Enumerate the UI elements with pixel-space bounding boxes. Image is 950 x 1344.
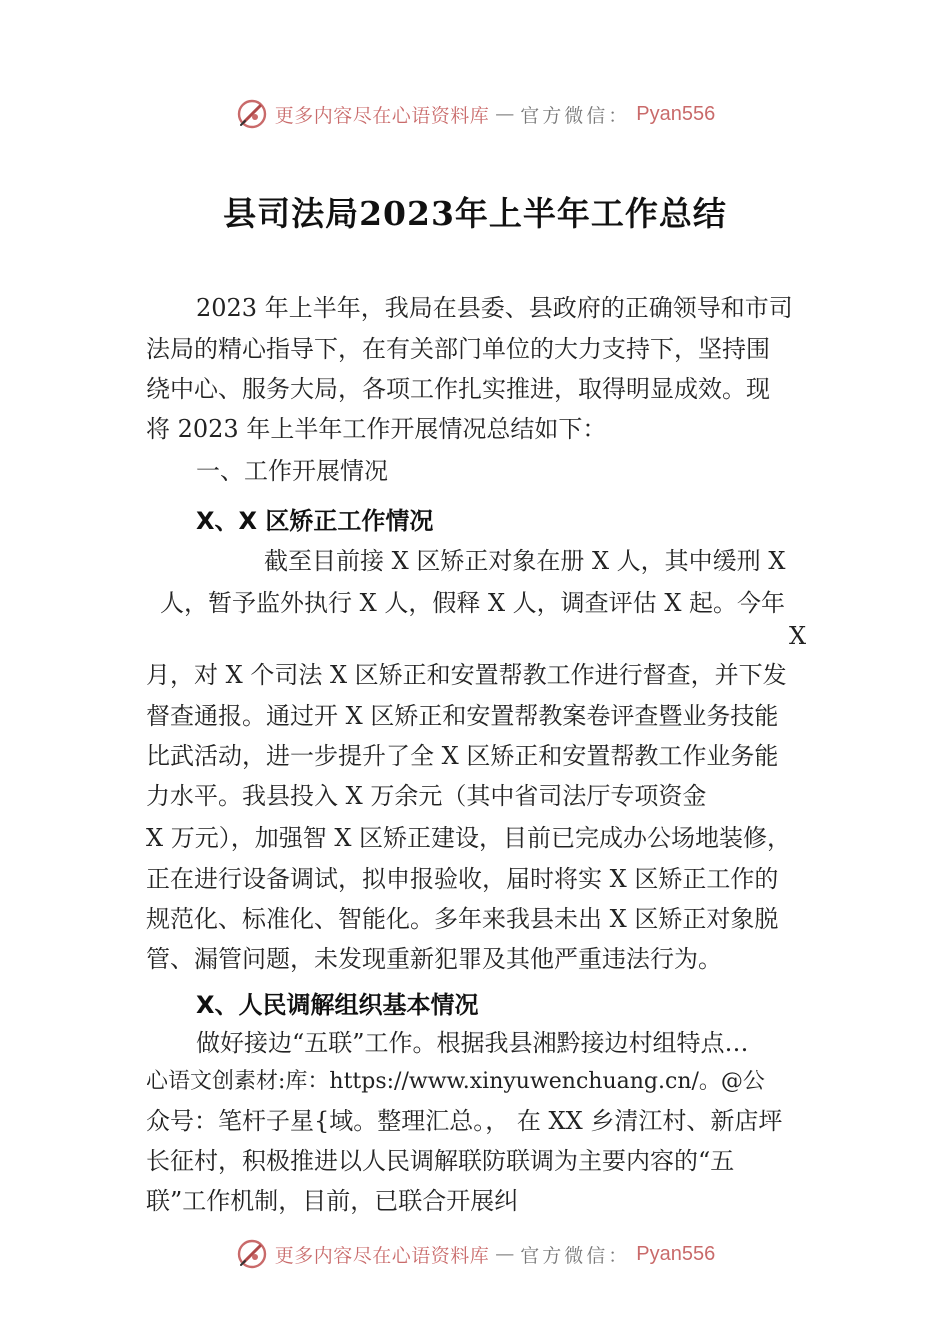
paragraph-line: 督查通报。通过开 X 区矫正和安置帮教案卷评查暨业务技能 — [146, 702, 779, 730]
banner-text: 更多内容尽在心语资料库 — [274, 104, 490, 127]
intro-line: 法局的精心指导下，在有关部门单位的大力支持下，坚持围 — [146, 335, 770, 363]
paragraph-line: 心语文创素材:库：https://www.xinyuwenchuang.cn/。@公 — [146, 1069, 765, 1094]
paragraph-line: 联”工作机制，目前，已联合开展纠 — [146, 1187, 519, 1215]
paragraph-line: 管、漏管问题，未发现重新犯罪及其他严重违法行为。 — [146, 945, 722, 973]
banner-wechat-id: Pyan556 — [636, 102, 716, 125]
intro-line: 2023 年上半年，我局在县委、县政府的正确领导和市司 — [196, 294, 793, 322]
paragraph-line: 比武活动，进一步提升了全 X 区矫正和安置帮教工作业务能 — [146, 742, 779, 770]
intro-line: 绕中心、服务大局，各项工作扎实推进，取得明显成效。现 — [146, 375, 770, 403]
banner-wechat-id: Pyan556 — [636, 1242, 716, 1265]
subsection-heading: X、人民调解组织基本情况 — [196, 991, 479, 1019]
paragraph-line: 力水平。我县投入 X 万余元（其中省司法厅专项资金 — [146, 782, 707, 810]
header-banner — [0, 94, 950, 134]
banner-text: 更多内容尽在心语资料库 — [274, 1244, 490, 1267]
intro-line: 将 2023 年上半年工作开展情况总结如下： — [146, 415, 607, 443]
section-heading: 一、工作开展情况 — [196, 457, 388, 485]
paragraph-line: X 万元），加强智 X 区矫正建设，目前已完成办公场地装修， — [146, 824, 792, 852]
paragraph-line: 众号：笔杆子星{域。整理汇总。， 在 XX 乡清江村、新店坪 — [146, 1107, 783, 1135]
pen-logo-icon — [235, 1237, 269, 1271]
footer-banner — [0, 1234, 950, 1274]
banner-separator: — — [495, 1243, 515, 1265]
paragraph-line: 长征村，积极推进以人民调解联防联调为主要内容的“五 — [146, 1147, 735, 1175]
paragraph-line: 月，对 X 个司法 X 区矫正和安置帮教工作进行督查，并下发 — [146, 661, 787, 689]
document-title: 县司法局2023年上半年工作总结 — [223, 194, 727, 233]
paragraph-line: 正在进行设备调试，拟申报验收，届时将实 X 区矫正工作的 — [146, 865, 779, 893]
paragraph-line: X — [789, 622, 807, 650]
paragraph-line: 人，暂予监外执行 X 人，假释 X 人，调查评估 X 起。今年 — [160, 589, 786, 617]
pen-logo-icon — [235, 97, 269, 131]
paragraph-line: 截至目前接 X 区矫正对象在册 X 人，其中缓刑 X — [264, 547, 786, 575]
banner-label: 官方微信： — [520, 1244, 631, 1267]
paragraph-line: 规范化、标准化、智能化。多年来我县未出 X 区矫正对象脱 — [146, 905, 779, 933]
subsection-heading: X、X 区矫正工作情况 — [196, 507, 434, 535]
banner-label: 官方微信： — [520, 104, 631, 127]
paragraph-line: 做好接边“五联”工作。根据我县湘黔接边村组特点… — [196, 1029, 749, 1057]
banner-separator: — — [495, 103, 515, 125]
